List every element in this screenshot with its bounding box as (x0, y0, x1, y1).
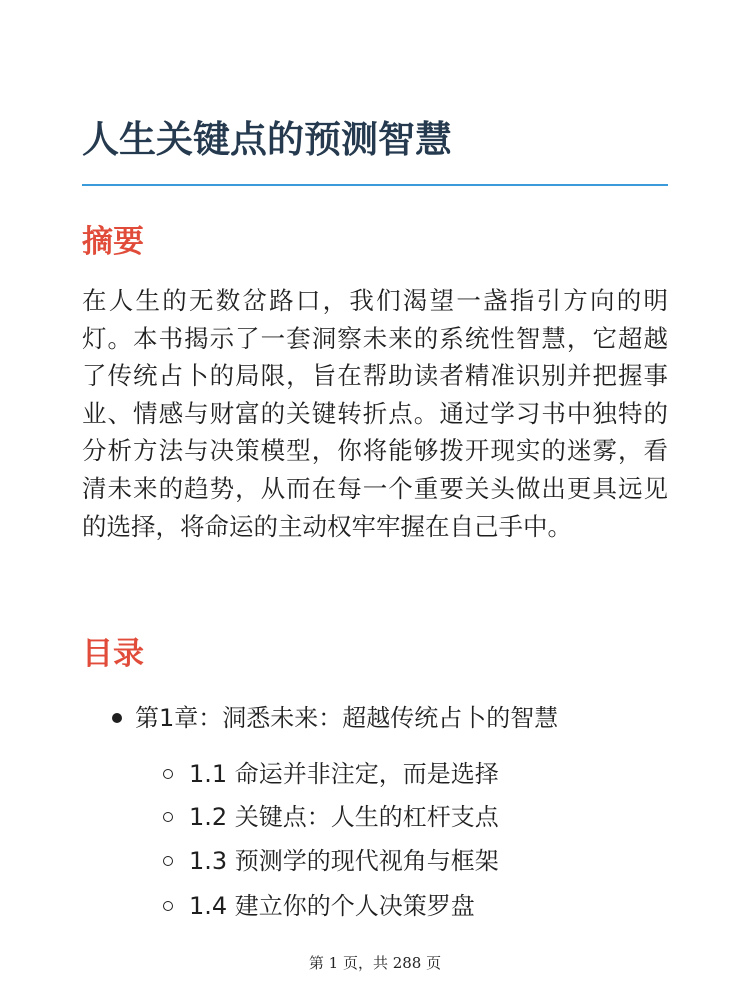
toc-section-label: 1.2 关键点：人生的杠杆支点 (189, 803, 499, 831)
bullet-disc-icon (112, 713, 122, 723)
title-divider (82, 184, 668, 186)
book-title: 人生关键点的预测智慧 (82, 118, 452, 161)
bullet-circle-icon (163, 856, 173, 866)
summary-heading: 摘要 (82, 224, 144, 260)
page-number-footer: 第 1 页，共 288 页 (308, 954, 442, 972)
toc-section-label: 1.4 建立你的个人决策罗盘 (189, 892, 475, 920)
bullet-circle-icon (163, 769, 173, 779)
toc-chapter-label: 第1章：洞悉未来：超越传统占卜的智慧 (135, 704, 559, 732)
document-page (82, 0, 668, 1000)
toc-section-label: 1.1 命运并非注定，而是选择 (189, 760, 499, 788)
bullet-circle-icon (163, 812, 173, 822)
bullet-circle-icon (163, 901, 173, 911)
toc-section-label: 1.3 预测学的现代视角与框架 (189, 847, 499, 875)
toc-heading: 目录 (82, 636, 144, 672)
summary-body: 在人生的无数岔路口，我们渴望一盏指引方向的明灯。本书揭示了一套洞察未来的系统性智慧，它超越了传统占卜的局限，旨在帮助读者精准识别并把握事业、情感与财富的关键转折点。通过学习书中独特的分析方法与决策模型，你将能够拨开现实的迷雾，看清未来的趋势，从而在每一个重要关头做出更具远见的选择，将命运的主动权牢牢握在自己手中。 (82, 286, 668, 541)
